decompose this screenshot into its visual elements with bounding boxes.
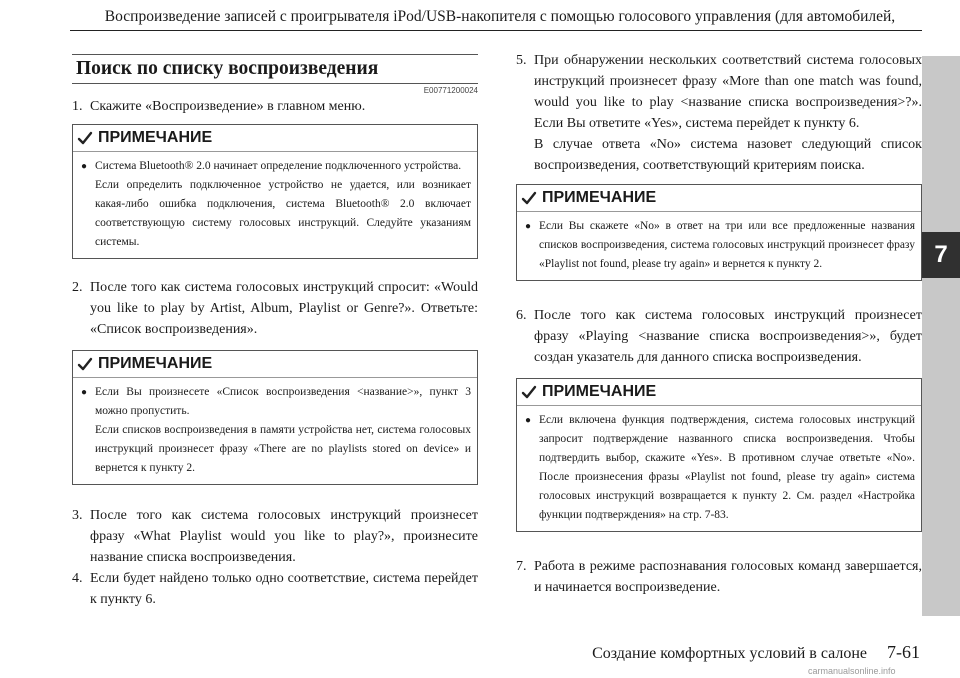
step-text: После того как система голосовых инструкций произнесет фразу «What Playlist would you like to play?», произнесите название списка воспроизведения. <box>90 508 478 565</box>
right-column <box>516 50 922 598</box>
pencil-check-icon <box>521 384 537 400</box>
step-text: Если будет найдено только одно соответствие, система перейдет к пункту 6. <box>90 571 478 607</box>
step-number: 1. <box>72 99 83 114</box>
note-heading-label: ПРИМЕЧАНИЕ <box>542 189 657 206</box>
note-heading <box>517 185 921 212</box>
left-column <box>72 54 478 610</box>
note-heading-label: ПРИМЕЧАНИЕ <box>98 129 213 146</box>
step-2 <box>72 277 478 340</box>
bullet-icon: ● <box>81 161 88 172</box>
note-heading <box>73 125 477 152</box>
step-number: 7. <box>516 559 527 574</box>
page-number: 7-61 <box>887 642 920 662</box>
bullet-icon: ● <box>525 415 532 426</box>
note-item <box>81 383 471 478</box>
note-body <box>73 378 477 484</box>
step-number: 6. <box>516 308 527 323</box>
bullet-icon: ● <box>81 387 88 398</box>
section-title: Поиск по списку воспроизведения <box>72 54 478 84</box>
note-body <box>73 152 477 258</box>
note-heading <box>517 379 921 406</box>
chapter-side-strip <box>922 56 960 616</box>
step-6 <box>516 305 922 368</box>
header-rule <box>70 30 922 31</box>
step-text: Работа в режиме распознавания голосовых команд завершается, и начинается воспроизведение. <box>534 559 922 595</box>
note-text: Если списков воспроизведения в памяти устройства нет, система голосовых инструкций произнесет фразу «There are no playlists stored on device» и вернется к пункту 2. <box>95 424 471 474</box>
step-text: В случае ответа «No» система назовет следующий список воспроизведения, соответствующий критериям поиска. <box>534 137 922 173</box>
note-box <box>72 124 478 259</box>
pencil-check-icon <box>77 130 93 146</box>
step-text: При обнаружении нескольких соответствий система голосовых инструкций произнесет фразу «More than one match was found, would you like to play <название списка воспроизведения>?». Если Вы ответите «Yes», система перейдет к пункту 6. <box>534 53 922 131</box>
note-box <box>516 184 922 281</box>
step-number: 3. <box>72 508 83 523</box>
step-number: 5. <box>516 53 527 68</box>
note-body <box>517 406 921 531</box>
note-text: Система Bluetooth® 2.0 начинает определение подключенного устройства. <box>95 160 462 172</box>
note-text: Если Вы скажете «No» в ответ на три или все предложенные названия списков воспроизведения, система голосовых инструкций произнесет фразу «Playlist not found, please try again» и вернется к пункту 2. <box>539 220 915 270</box>
section-code: E00771200024 <box>423 86 478 95</box>
note-text: Если определить подключенное устройство не удается, или возникает какая-либо ошибка подключения, система Bluetooth® 2.0 включает соответствующую систему голосовых инструкций. Следуйте указаниям системы. <box>95 179 471 248</box>
footer-section: Создание комфортных условий в салоне <box>592 645 867 662</box>
note-heading-label: ПРИМЕЧАНИЕ <box>98 355 213 372</box>
note-heading <box>73 351 477 378</box>
note-text: Если включена функция подтверждения, система голосовых инструкций запросит подтверждение названного списка воспроизведения. Чтобы подтвердить выбор, скажите «Yes». В противном случае ответьте «No». После произнесения фразы «Playlist not found, please try again» система голосовых инструкций возвращается к пункту 2. См. раздел «Настройка функции подтверждения» на стр. 7-83. <box>539 414 915 521</box>
bullet-icon: ● <box>525 221 532 232</box>
step-text: После того как система голосовых инструкций спросит: «Would you like to play by Artist, Album, Playlist or Genre?». Ответьте: «Список воспроизведения». <box>90 280 478 337</box>
chapter-tab: 7 <box>922 232 960 278</box>
step-7 <box>516 556 922 598</box>
step-4 <box>72 568 478 610</box>
step-text: После того как система голосовых инструкций произнесет фразу «Playing <название списка воспроизведения>», будет создан указатель для данного списка воспроизведения. <box>534 308 922 365</box>
watermark: carmanualsonline.info <box>808 666 896 676</box>
note-box <box>516 378 922 532</box>
step-5 <box>516 50 922 176</box>
note-item <box>81 157 471 252</box>
note-body <box>517 212 921 280</box>
step-number: 4. <box>72 571 83 586</box>
note-item <box>525 217 915 274</box>
note-heading-label: ПРИМЕЧАНИЕ <box>542 383 657 400</box>
note-box <box>72 350 478 485</box>
step-3 <box>72 505 478 568</box>
step-text: Скажите «Воспроизведение» в главном меню. <box>90 99 366 114</box>
note-text: Если Вы произнесете «Список воспроизведения <название>», пункт 3 можно пропустить. <box>95 386 471 417</box>
step-number: 2. <box>72 280 83 295</box>
note-item <box>525 411 915 525</box>
page-header: Воспроизведение записей с проигрывателя iPod/USB-накопителя с помощью голосового управления (для автомобилей, <box>104 8 896 25</box>
step-1 <box>72 96 478 117</box>
pencil-check-icon <box>521 190 537 206</box>
pencil-check-icon <box>77 356 93 372</box>
page-footer <box>580 640 920 664</box>
